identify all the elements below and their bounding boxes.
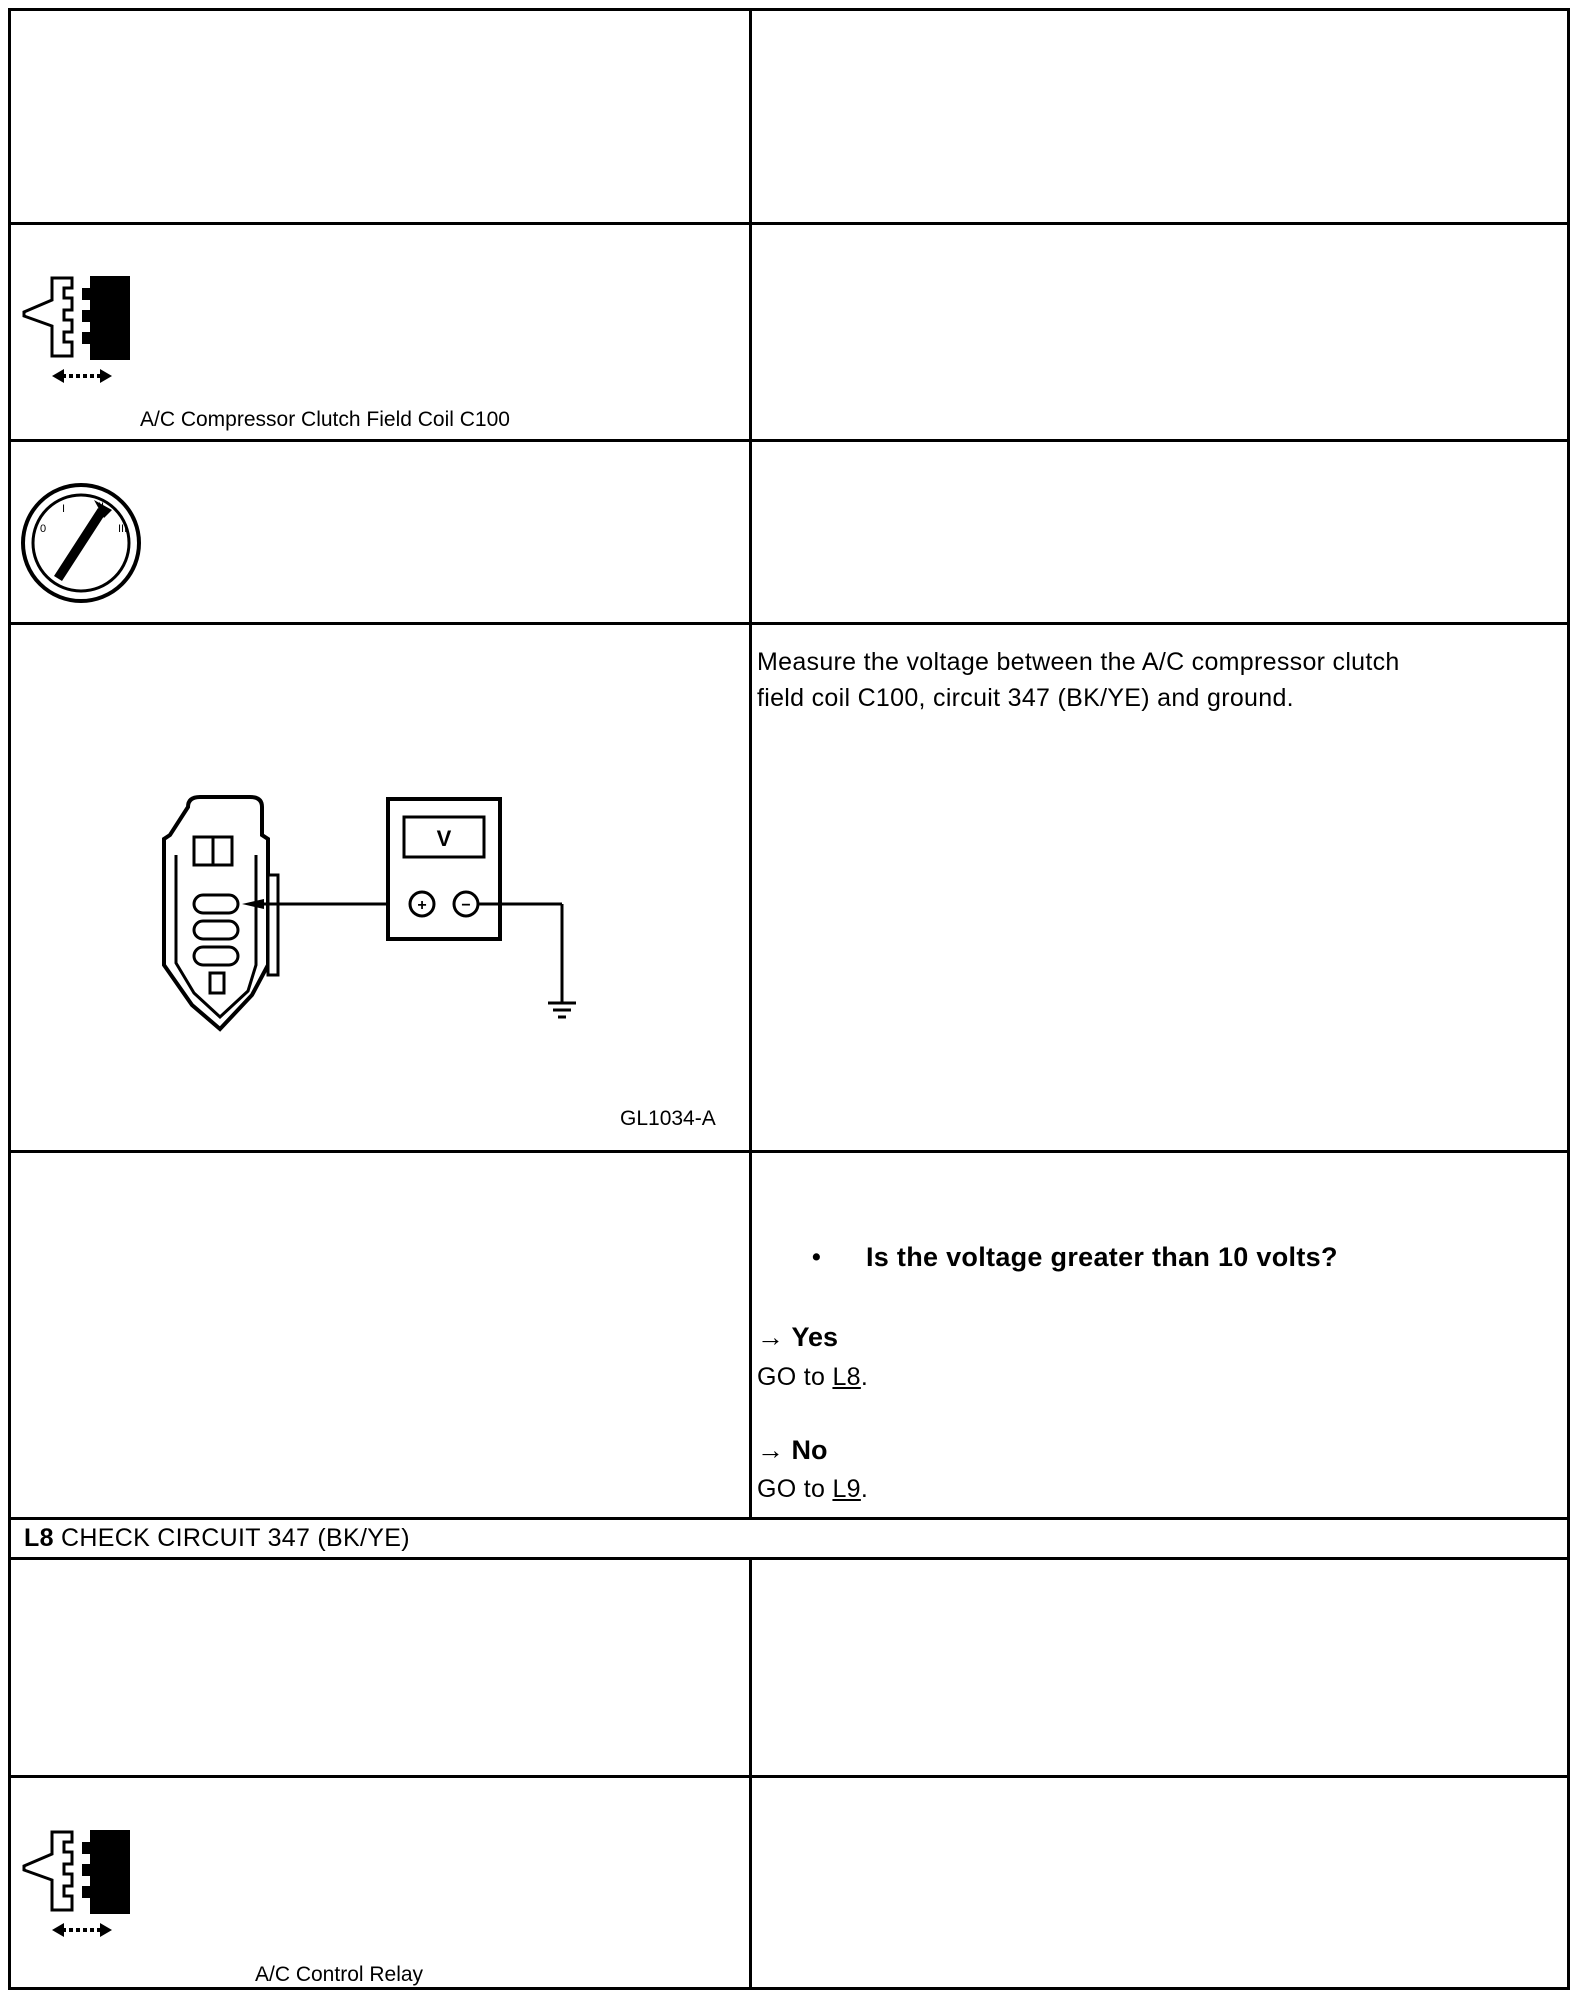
disconnect-connector-icon xyxy=(20,272,140,394)
step-number: L8 xyxy=(24,1524,54,1552)
switch-label-3: III xyxy=(118,523,128,535)
step-title: CHECK CIRCUIT 347 (BK/YE) xyxy=(61,1524,410,1552)
step-header-text xyxy=(24,1521,410,1555)
yes-arrow-icon: → xyxy=(757,1322,784,1352)
row1-right-cell xyxy=(749,8,1570,225)
yes-branch xyxy=(757,1322,838,1353)
row1-left-cell xyxy=(8,8,752,225)
figure-id: GL1034-A xyxy=(620,1107,716,1130)
row2-right-cell xyxy=(749,222,1570,442)
voltmeter-diagram xyxy=(150,795,600,1045)
row5-left-cell xyxy=(8,1150,752,1520)
no-go-text: GO to xyxy=(757,1475,826,1503)
row2-caption: A/C Compressor Clutch Field Coil C100 xyxy=(140,408,510,431)
switch-label-0: 0 xyxy=(40,523,47,535)
ignition-switch-icon xyxy=(18,480,144,606)
instruction-line-2: field coil C100, circuit 347 (BK/YE) and ground. xyxy=(757,684,1294,712)
switch-label-2: II xyxy=(98,501,105,513)
row7-left-cell xyxy=(8,1557,752,1778)
question-bullet: • xyxy=(812,1243,822,1271)
instruction-line-1: Measure the voltage between the A/C compressor clutch xyxy=(757,648,1400,676)
no-period: . xyxy=(860,1475,869,1503)
link-l9[interactable]: L9 xyxy=(832,1475,861,1503)
no-branch xyxy=(757,1435,828,1466)
yes-go-text: GO to xyxy=(757,1363,826,1391)
yes-period: . xyxy=(860,1363,869,1391)
row3-right-cell xyxy=(749,439,1570,625)
meter-symbol: V xyxy=(436,826,452,851)
switch-label-1: I xyxy=(62,503,66,515)
row7-right-cell xyxy=(749,1557,1570,1778)
plus-terminal-label: + xyxy=(417,897,427,914)
row5-right-cell xyxy=(749,1150,1570,1520)
disconnect-connector-icon xyxy=(20,1826,140,1948)
no-arrow-icon: → xyxy=(757,1435,784,1465)
question-text: Is the voltage greater than 10 volts? xyxy=(866,1242,1338,1272)
minus-terminal-label: − xyxy=(461,897,471,914)
link-l8[interactable]: L8 xyxy=(832,1363,861,1391)
no-go-line xyxy=(757,1472,868,1506)
no-label: No xyxy=(791,1435,828,1465)
yes-go-line xyxy=(757,1360,868,1394)
row8-right-cell xyxy=(749,1775,1570,1990)
row8-caption: A/C Control Relay xyxy=(255,1963,424,1986)
yes-label: Yes xyxy=(791,1322,839,1352)
